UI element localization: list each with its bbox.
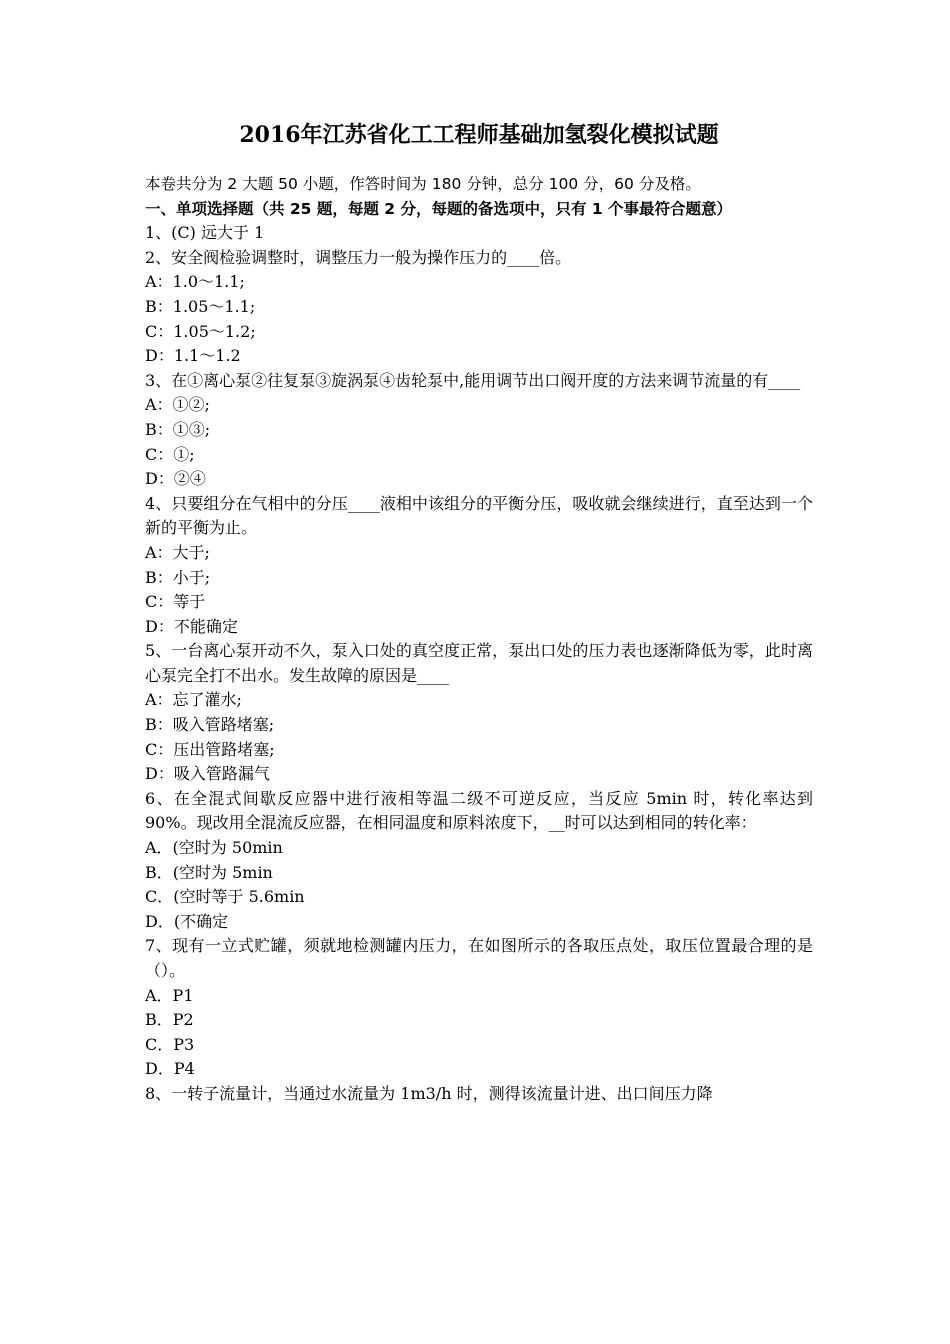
question-4-option-c: C：等于	[145, 592, 206, 612]
question-2-option-a: A：1.0～1.1;	[145, 272, 245, 292]
question-6-option-c: C．(空时等于 5.6min	[145, 887, 305, 907]
question-6-option-a: A．(空时为 50min	[145, 838, 283, 858]
question-4-option-b: B：小于;	[145, 567, 211, 587]
question-3-stem: 3、在①离心泵②往复泵③旋涡泵④齿轮泵中,能用调节出口阀开度的方法来调节流量的有____	[145, 370, 801, 390]
question-7-option-b: B．P2	[145, 1010, 194, 1030]
question-7-option-d: D．P4	[145, 1059, 195, 1079]
question-4-option-a: A：大于;	[145, 542, 210, 562]
question-3-option-c: C：①;	[145, 444, 195, 464]
question-6-stem: 6、在全混式间歇反应器中进行液相等温二级不可逆反应，当反应 5min 时，转化率达到 90%。现改用全混流反应器，在相同温度和原料浓度下，__时可以达到相同的转化率：	[145, 788, 813, 833]
exam-intro: 本卷共分为 2 大题 50 小题，作答时间为 180 分钟，总分 100 分，60 分及格。	[145, 175, 701, 193]
question-4-stem: 4、只要组分在气相中的分压____液相中该组分的平衡分压，吸收就会继续进行，直至达到一个新的平衡为止。	[145, 493, 813, 538]
question-7-option-a: A．P1	[145, 985, 194, 1005]
question-3-option-b: B：①③;	[145, 419, 211, 439]
question-5-option-c: C：压出管路堵塞;	[145, 739, 275, 759]
question-4-option-d: D：不能确定	[145, 616, 238, 636]
question-6-option-b: B．(空时为 5min	[145, 862, 273, 882]
section-heading-single-choice: 一、单项选择题（共 25 题，每题 2 分，每题的备选项中，只有 1 个事最符合题意）	[145, 199, 733, 218]
question-1-answer: 1、(C) 远大于 1	[145, 223, 265, 243]
question-7-option-c: C．P3	[145, 1034, 195, 1054]
question-5-option-d: D：吸入管路漏气	[145, 764, 270, 784]
question-2-option-d: D：1.1～1.2	[145, 346, 241, 366]
question-2-option-b: B：1.05～1.1;	[145, 296, 256, 316]
question-5-option-a: A：忘了灌水;	[145, 690, 242, 710]
document-page	[145, 118, 813, 1107]
question-5-option-b: B：吸入管路堵塞;	[145, 715, 275, 735]
question-3-option-d: D：②④	[145, 469, 206, 489]
question-8-stem: 8、一转子流量计，当通过水流量为 1m3/h 时，测得该流量计进、出口间压力降	[145, 1083, 713, 1103]
question-5-stem: 5、一台离心泵开动不久，泵入口处的真空度正常，泵出口处的压力表也逐渐降低为零，此时离心泵完全打不出水。发生故障的原因是____	[145, 641, 813, 685]
document-title: 2016年江苏省化工工程师基础加氢裂化模拟试题	[239, 122, 719, 148]
question-7-stem: 7、现有一立式贮罐，须就地检测罐内压力，在如图所示的各取压点处，取压位置最合理的是（）。	[145, 936, 813, 980]
question-2-stem: 2、安全阀检验调整时，调整压力一般为操作压力的____倍。	[145, 247, 572, 267]
question-2-option-c: C：1.05～1.2;	[145, 321, 256, 341]
question-6-option-d: D．(不确定	[145, 911, 229, 931]
question-3-option-a: A：①②;	[145, 395, 210, 415]
